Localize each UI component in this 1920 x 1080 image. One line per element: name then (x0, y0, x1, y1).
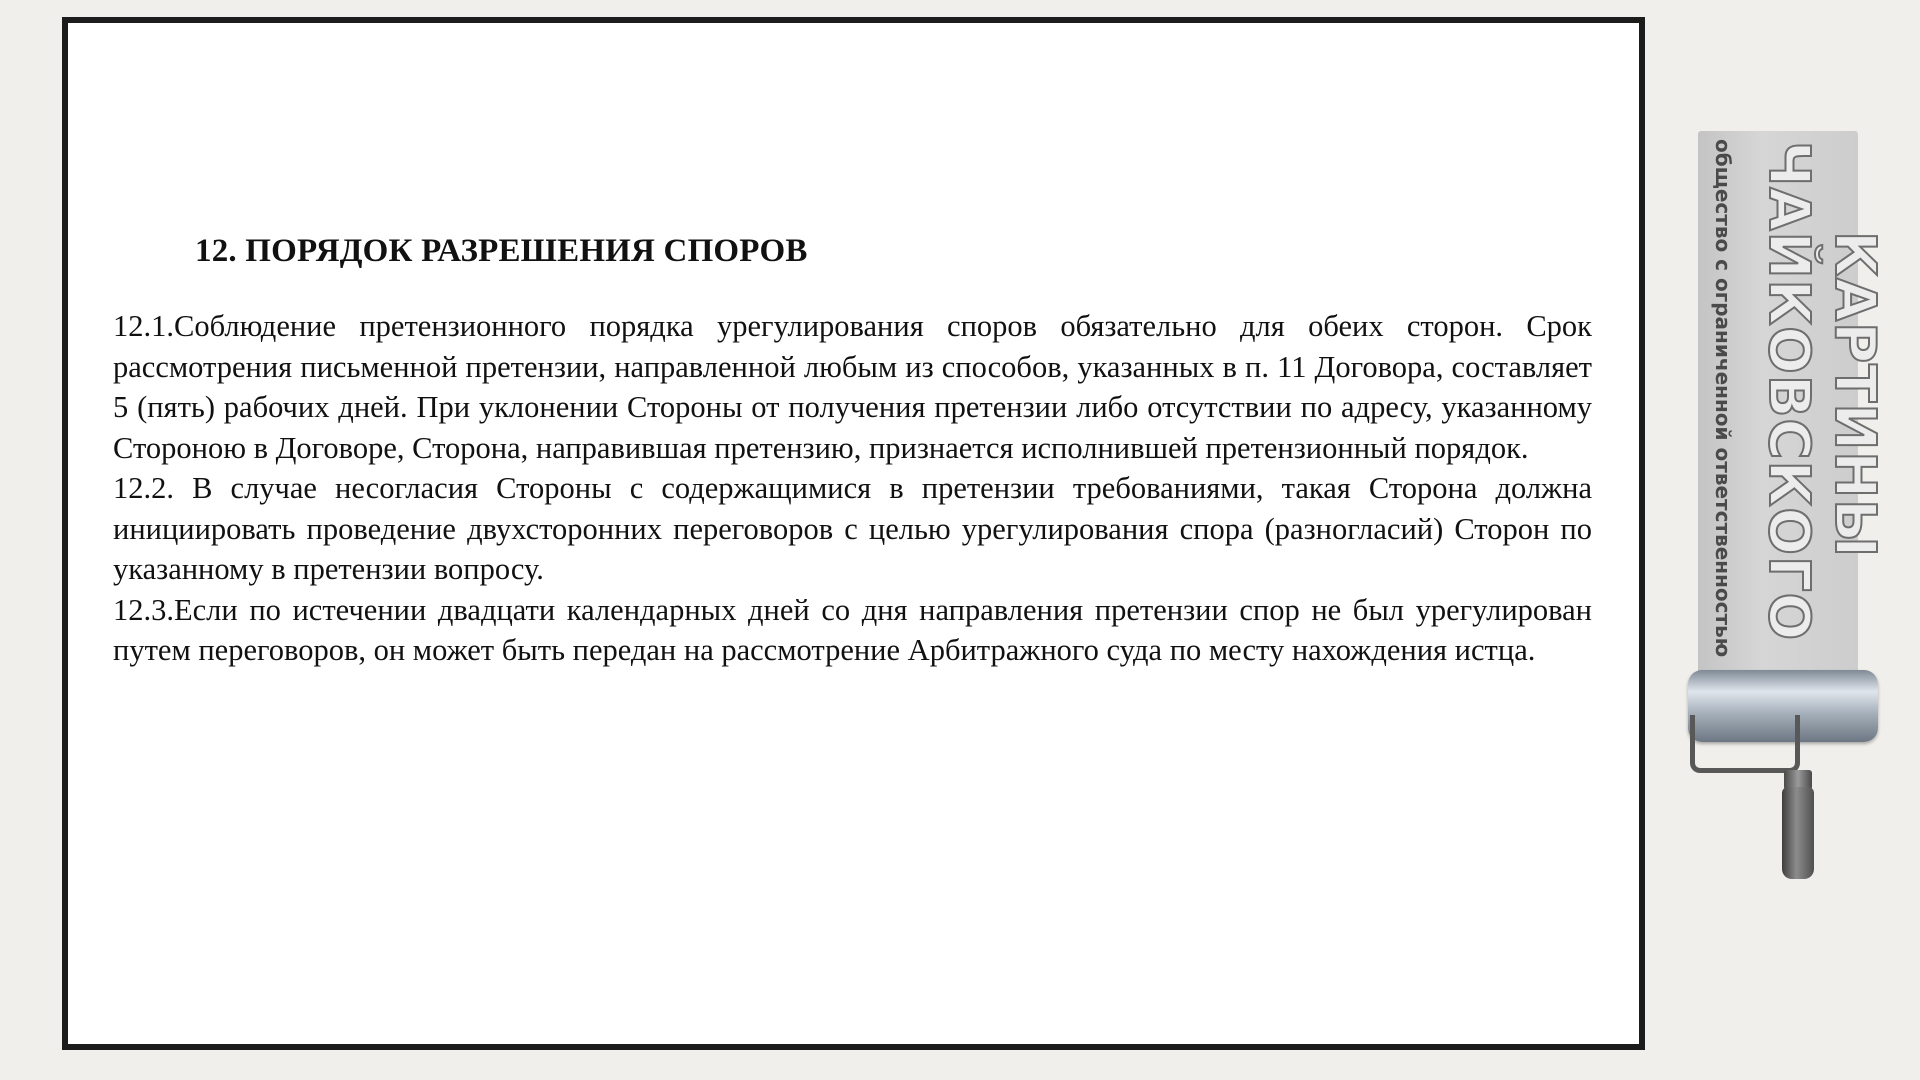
document-excerpt (86, 209, 1628, 767)
company-logo (1688, 125, 1888, 885)
clause-12-3: 12.3.Если по истечении двадцати календарных дней со дня направления претензии спор не был урегулирован путем переговоров, он может быть передан на рассмотрение Арбитражного суда по месту нахождения истца. (113, 592, 1592, 667)
roller-handle-icon (1782, 787, 1814, 879)
logo-line-kartiny: КАРТИНЫ (1822, 231, 1887, 559)
section-body (113, 306, 1592, 671)
roller-frame-icon (1690, 715, 1800, 773)
section-title: 12. ПОРЯДОК РАЗРЕШЕНИЯ СПОРОВ (195, 233, 808, 269)
logo-line-ooo: общество с ограниченной ответственностью (1711, 139, 1735, 658)
clause-12-2: 12.2. В случае несогласия Стороны с содержащимися в претензии требованиями, такая Сторона должна инициировать проведение двухсторонних переговоров с целью урегулирования спора (разногласий) Сторон по указанному в претензии вопросу. (113, 471, 1592, 586)
logo-text (1698, 131, 1887, 676)
clause-12-1: 12.1.Соблюдение претензионного порядка урегулирования споров обязательно для обеих сторон. Срок рассмотрения письменной претензии, направленной любым из способов, указанных в п. 11 Договора, составляет 5 (пять) рабочих дней. При уклонении Стороны от получения претензии либо отсутствии по адресу, указанному Стороною в Договоре, Сторона, направившая претензию, признается исполнившей претензионный порядок. (113, 309, 1592, 465)
logo-line-chaikovskogo: ЧАЙКОВСКОГО (1756, 141, 1821, 642)
